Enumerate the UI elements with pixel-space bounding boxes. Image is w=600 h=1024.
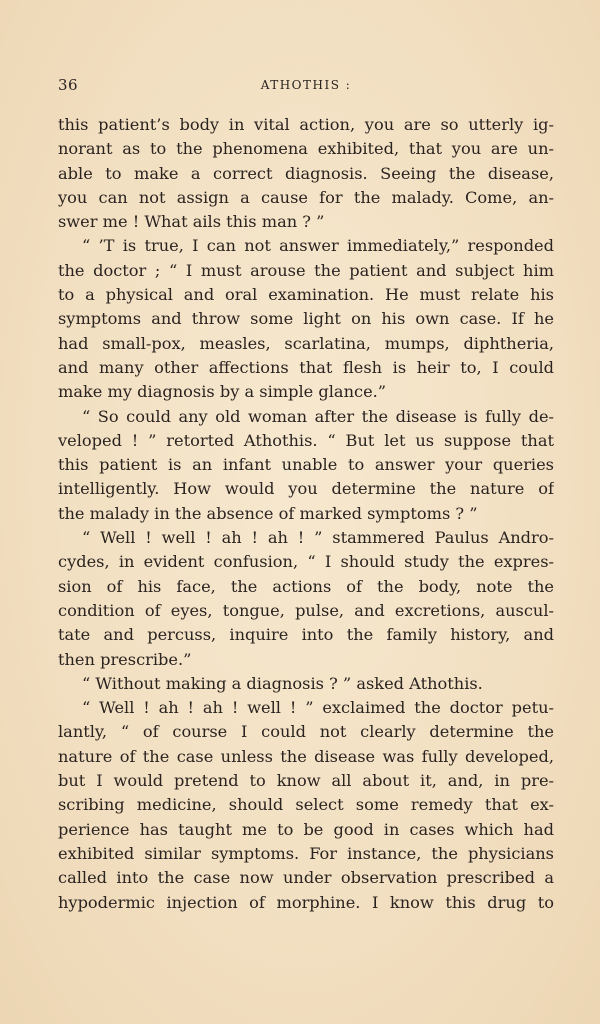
text-line: “ Well ! ah ! ah ! well ! ” exclaimed the doctor petu- xyxy=(82,698,554,718)
text-line: had small-pox, measles, scarlatina, mumps, diphtheria, xyxy=(58,333,554,353)
text-line: “ Without making a diagnosis ? ” asked Athothis. xyxy=(82,673,483,693)
text-line: make my diagnosis by a simple glance.” xyxy=(58,382,387,402)
text-line: but I would pretend to know all about it, and, in pre- xyxy=(58,771,554,791)
page-number: 36 xyxy=(58,76,79,94)
text-line: called into the case now under observation prescribed a xyxy=(58,868,554,888)
text-line: condition of eyes, tongue, pulse, and excretions, auscul- xyxy=(58,600,554,620)
text-line: this patient’s body in vital action, you are so utterly ig- xyxy=(58,115,554,134)
text-line: “ Well ! well ! ah ! ah ! ” stammered Paulus Andro- xyxy=(82,528,554,548)
text-line: symptoms and throw some light on his own case. If he xyxy=(58,309,554,329)
text-line: “ ’T is true, I can not answer immediately,” responded xyxy=(82,236,554,256)
text-line: to a physical and oral examination. He must relate his xyxy=(58,285,554,305)
running-title: ATHOTHIS : xyxy=(260,78,352,92)
text-line: then prescribe.” xyxy=(58,649,192,669)
text-line: able to make a correct diagnosis. Seeing the disease, xyxy=(58,163,554,183)
text-line: exhibited similar symptoms. For instance, the physicians xyxy=(58,843,554,863)
text-line: the doctor ; “ I must arouse the patient and subject him xyxy=(58,260,554,280)
text-line: this patient is an infant unable to answer your queries xyxy=(58,455,554,475)
text-line: norant as to the phenomena exhibited, that you are un- xyxy=(58,139,554,159)
text-line: you can not assign a cause for the malady. Come, an- xyxy=(58,187,554,207)
body-text xyxy=(58,113,554,915)
text-line: hypodermic injection of morphine. I know this drug to xyxy=(58,892,554,912)
text-line: swer me ! What ails this man ? ” xyxy=(58,212,325,232)
text-line: sion of his face, the actions of the body, note the xyxy=(58,576,554,596)
text-line: tate and percuss, inquire into the family history, and xyxy=(58,625,554,645)
text-line: cydes, in evident confusion, “ I should study the expres- xyxy=(58,552,554,572)
text-line: nature of the case unless the disease was fully developed, xyxy=(58,746,554,766)
text-line: the malady in the absence of marked symptoms ? ” xyxy=(58,503,478,523)
running-head xyxy=(58,76,554,98)
text-line: perience has taught me to be good in cases which had xyxy=(58,819,554,839)
text-line: “ So could any old woman after the disease is fully de- xyxy=(82,406,554,426)
text-line: intelligently. How would you determine the nature of xyxy=(58,479,554,499)
text-line: lantly, “ of course I could not clearly determine the xyxy=(58,722,554,742)
text-line: and many other affections that flesh is heir to, I could xyxy=(58,357,554,377)
text-line: veloped ! ” retorted Athothis. “ But let us suppose that xyxy=(58,430,554,450)
text-line: scribing medicine, should select some remedy that ex- xyxy=(58,795,554,815)
